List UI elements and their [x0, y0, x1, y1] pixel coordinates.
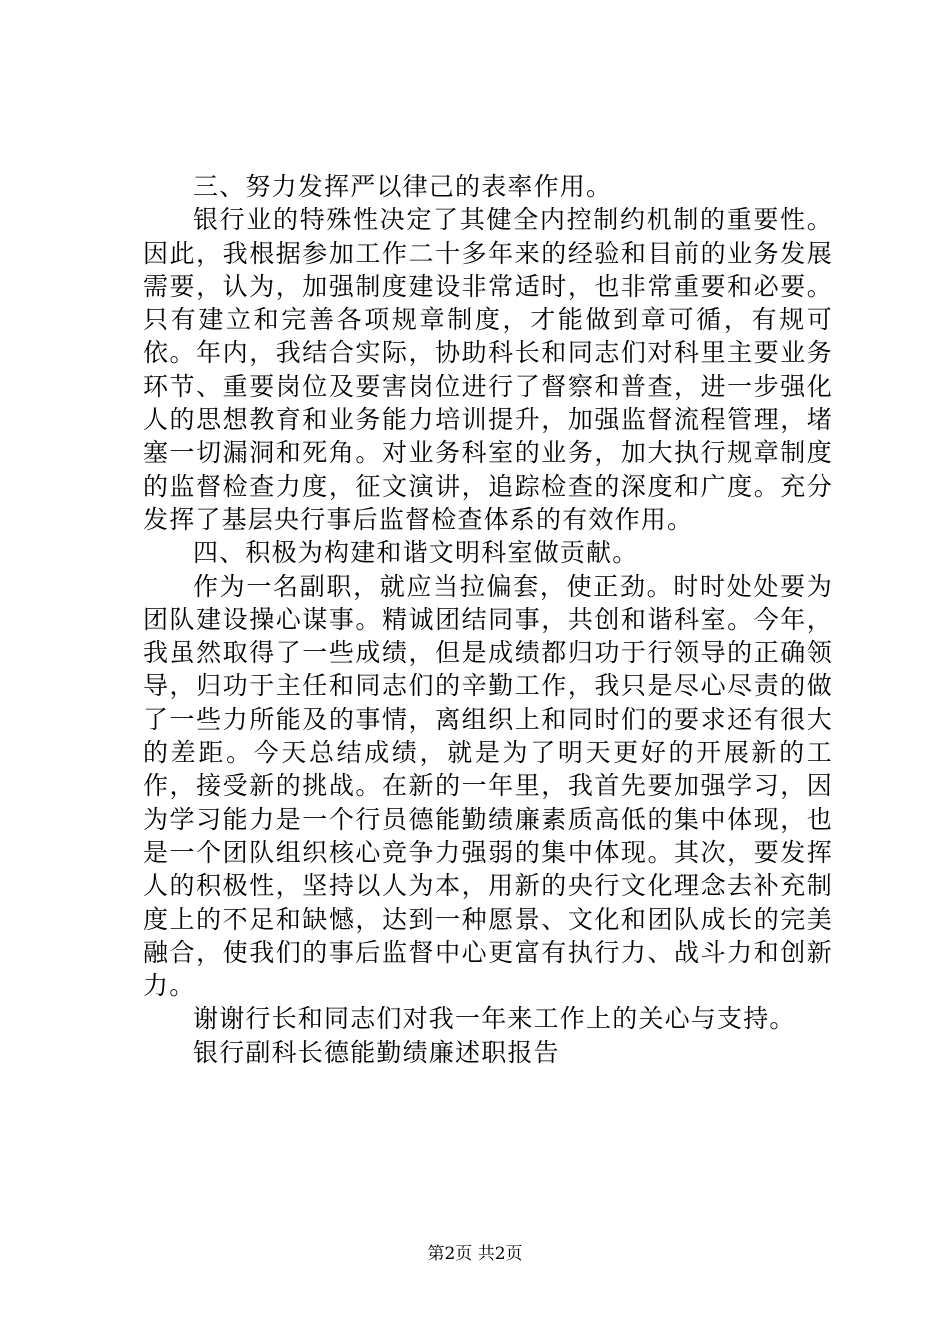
paragraph-report-title: 银行副科长德能勤绩廉述职报告: [193, 1037, 560, 1067]
paragraph-thanks: 谢谢行长和同志们对我一年来工作上的关心与支持。: [193, 1004, 796, 1034]
paragraph-internal-control: 银行业的特殊性决定了其健全内控制约机制的重要性。因此，我根据参加工作二十多年来的经验和目前的业务发展需要，认为，加强制度建设非常适时，也非常重要和必要。只有建立和完善各项规章制度，才能做到章可循，有规可依。年内，我结合实际，协助科长和同志们对科里主要业务环节、重要岗位及要害岗位进行了督察和普查，进一步强化人的思想教育和业务能力培训提升，加强监督流程管理，堵塞一切漏洞和死角。对业务科室的业务，加大执行规章制度的监督检查力度，征文演讲，追踪检查的深度和广度。充分发挥了基层央行事后监督检查体系的有效作用。: [143, 205, 833, 534]
document-body: [143, 170, 833, 1069]
section-heading-3: 三、努力发挥严以律己的表率作用。: [193, 172, 613, 201]
section-heading-4: 四、积极为构建和谐文明科室做贡献。: [193, 538, 639, 568]
page-number: 第2页 共2页: [427, 1244, 523, 1264]
paragraph-team-building: 作为一名副职，就应当拉偏套，使正劲。时时处处要为团队建设操心谋事。精诚团结同事，共创和谐科室。今年，我虽然取得了一些成绩，但是成绩都归功于行领导的正确领导，归功于主任和同志们的辛勤工作，我只是尽心尽责的做了一些力所能及的事情，离组织上和同时们的要求还有很大的差距。今天总结成绩，就是为了明天更好的开展新的工作，接受新的挑战。在新的一年里，我首先要加强学习，因为学习能力是一个行员德能勤绩廉素质高低的集中体现，也是一个团队组织核心竞争力强弱的集中体现。其次，要发挥人的积极性，坚持以人为本，用新的央行文化理念去补充制度上的不足和缺憾，达到一种愿景、文化和团队成长的完美融合，使我们的事后监督中心更富有执行力、战斗力和创新力。: [143, 571, 833, 1001]
